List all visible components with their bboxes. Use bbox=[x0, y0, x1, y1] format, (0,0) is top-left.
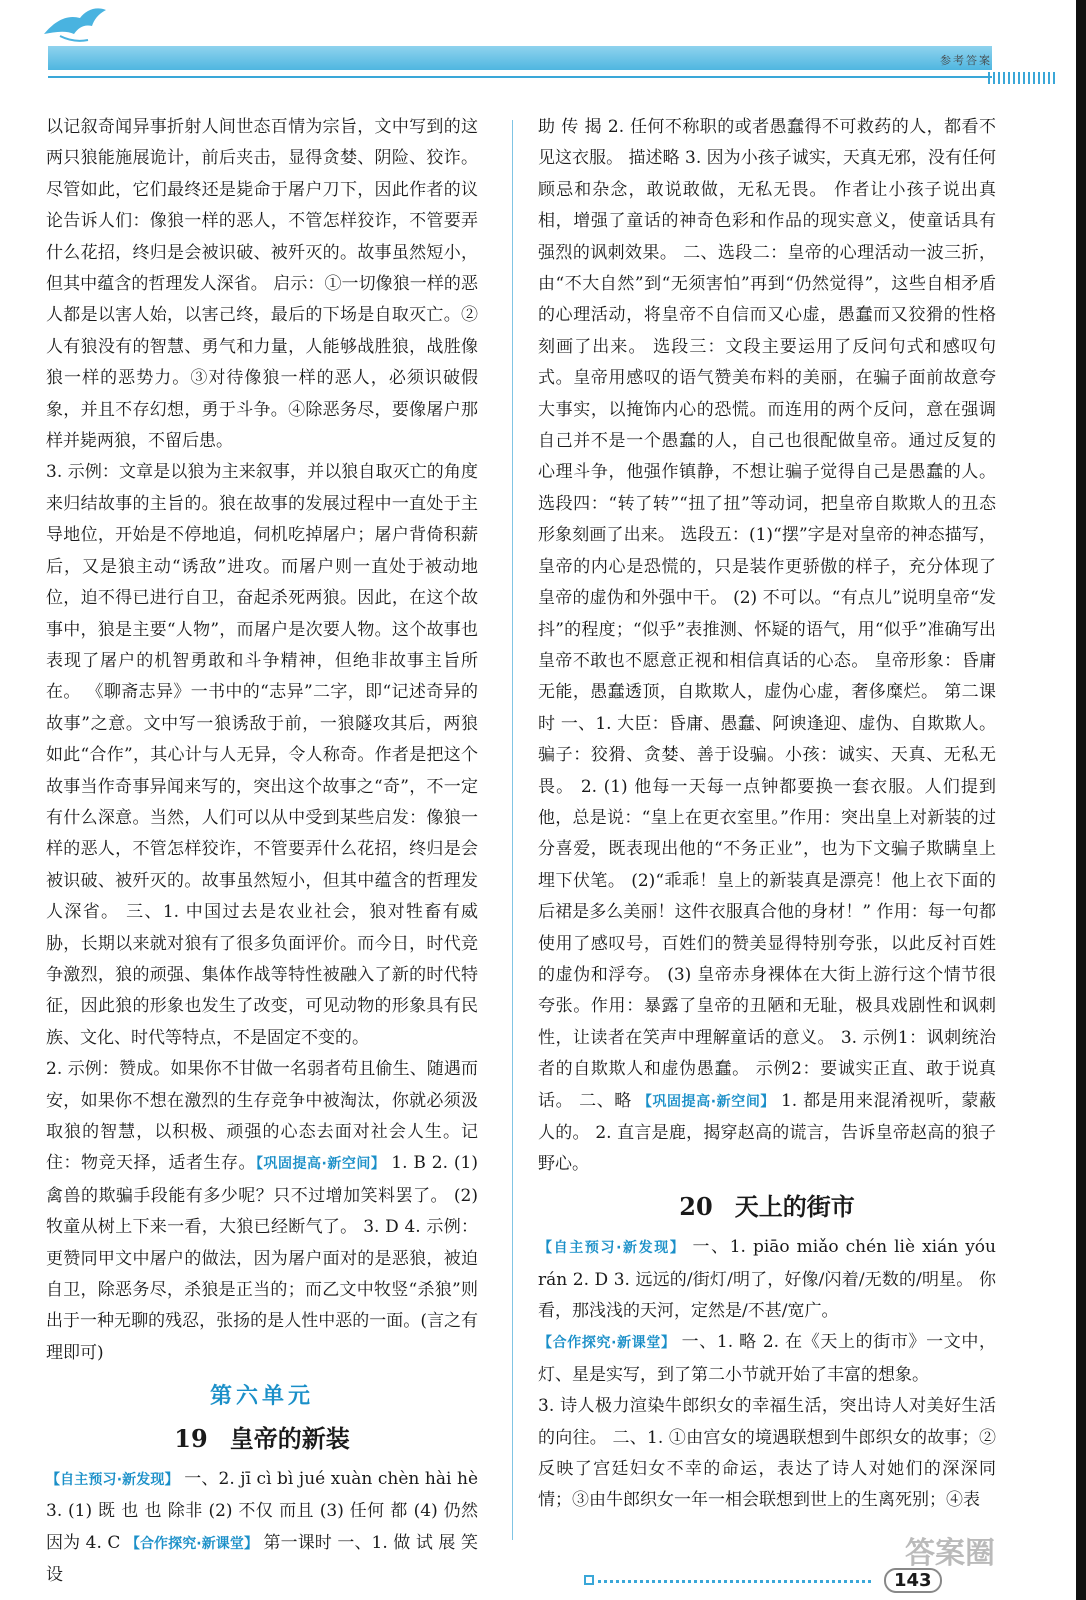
right-paragraph-1 bbox=[538, 112, 996, 1181]
left-paragraph-3 bbox=[46, 1054, 478, 1369]
left-paragraph-3-text: 2. 示例：赞成。如果你不甘做一名弱者苟且偷生、随遇而安，如果你不想在激烈的生存竞争中被淘汰，你就必须汲取狼的智慧，以积极、顽强的心态去面对社会人生。记住：物竞天择，适者生存。 bbox=[46, 1059, 478, 1174]
right-consolidate-tag: 【巩固提高·新空间】 bbox=[637, 1093, 775, 1110]
lesson-19-number: 19 bbox=[174, 1423, 208, 1453]
left-paragraph-1: 以记叙奇闻异事折射人间世态百情为宗旨，文中写到的这两只狼能施展诡计，前后夹击，显得贪婪、阴险、狡诈。尽管如此，它们最终还是毙命于屠户刀下，因此作者的议论告诉人们：像狼一样的恶人，不管怎样狡诈，不管要弄什么花招，终归是会被识破、被歼灭的。故事虽然短小，但其中蕴含的哲理发人深省。 启示：①一切像狼一样的恶人都是以害人始，以害己终，最后的下场是自取灭亡。②人有狼没有的智慧、勇气和力量，人能够战胜狼，战胜像狼一样的恶势力。③对待像狼一样的恶人，必须识破假象，并且不存幻想，勇于斗争。④除恶务尽，要像屠户那样并毙两狼，不留后患。 bbox=[46, 117, 478, 452]
bird-logo-icon bbox=[40, 4, 110, 48]
footer-square bbox=[584, 1575, 594, 1585]
column-divider bbox=[512, 120, 513, 1540]
lesson-20-explore bbox=[538, 1327, 996, 1391]
lesson-20-preview-text: 一、1. piāo miǎo chén liè xián yóu rán 2. D 3. 远远的/街灯/明了，好像/闪着/无数的/明星。 你看，那浅浅的天河，定然是/不甚/宽广。 bbox=[538, 1237, 996, 1322]
header-line bbox=[48, 76, 992, 78]
section-label: 参考答案 bbox=[940, 54, 992, 67]
preview-text: 一、2. jī cì bì jué xuàn chèn hài hè 3. (1) 既 也 也 除非 (2) 不仅 而且 (3) 任何 都 (4) 仍然 因为 4. C bbox=[46, 1469, 478, 1553]
explore-text: 第一课时 一、1. 做 试 展 笑 设 bbox=[46, 1532, 478, 1586]
watermark: 答案圈 bbox=[905, 1536, 995, 1571]
left-column bbox=[46, 112, 478, 1592]
lesson-20-title: 天上的街市 bbox=[734, 1191, 855, 1221]
page-edge bbox=[1076, 0, 1086, 1600]
lesson-20-explore-text: 一、1. 略 2. 在《天上的街市》一文中，灯、星是实写，到了第二小节就开始了丰富的想象。 bbox=[538, 1332, 996, 1385]
right-paragraph-1-text: 助 传 揭 2. 任何不称职的或者愚蠢得不可救药的人，都看不见这衣服。 描述略 3. 因为小孩子诚实，天真无邪，没有任何顾忌和杂念，敢说敢做，无私无畏。 作者让小孩子说出真相，增强了童话的神奇色彩和作品的现实意义，使童话具有强烈的讽刺效果。 二、选段二：皇帝的心理活动一波三折，由“不大自然”到“无须害怕”再到“仍然觉得”，这些自相矛盾的心理活动，将皇帝不自信而又心虚，愚蠢而又狡猾的性格刻画了出来。 选段三：文段主要运用了反问句式和感叹句式。皇帝用感叹的语气赞美布料的美丽，在骗子面前故意夸大事实，以掩饰内心的恐慌。而连用的两个反问，意在强调自己并不是一个愚蠢的人，自己也很配做皇帝。通过反复的心理斗争，他强作镇静，不想让骗子觉得自己是愚蠢的人。 选段四：“转了转”“扭了扭”等动词，把皇帝自欺欺人的丑态形象刻画了出来。 选段五：(1)“摆”字是对皇帝的神态描写，皇帝的内心是恐慌的，只是装作更骄傲的样子，充分体现了皇帝的虚伪和外强中干。 (2) 不可以。“有点儿”说明皇帝“发抖”的程度；“似乎”表推测、怀疑的语气，用“似乎”准确写出皇帝不敢也不愿意正视和相信真话的心态。 皇帝形象：昏庸无能，愚蠢透顶，自欺欺人，虚伪心虚，奢侈糜烂。 第二课时 一、1. 大臣：昏庸、愚蠢、阿谀逢迎、虚伪、自欺欺人。 骗子：狡猾、贪婪、善于设骗。小孩：诚实、天真、无私无畏。 2. (1) 他每一天每一点钟都要换一套衣服。人们提到他，总是说：“皇上在更衣室里。”作用：突出皇上对新装的过分喜爱，既表现出他的“不务正业”，也为下文骗子欺瞒皇上埋下伏笔。 (2)“乖乖！皇上的新装真是漂亮！他上衣下面的后裙是多么美丽！这件衣服真合他的身材！” 作用：每一句都使用了感叹号，百姓们的赞美显得特别夸张，以此反衬百姓的虚伪和浮夸。 (3) 皇帝赤身裸体在大街上游行这个情节很夸张。作用：暴露了皇帝的丑陋和无耻，极具戏剧性和讽刺性，让读者在笑声中理解童话的意义。 3. 示例1：讽刺统治者的自欺欺人和虚伪愚蠢。 示例2：要诚实正直、敢于说真话。 二、略 bbox=[538, 117, 996, 1111]
header-band bbox=[48, 46, 992, 70]
explore-tag: 【合作探究·新课堂】 bbox=[125, 1535, 259, 1552]
right-column bbox=[538, 112, 996, 1517]
right-consolidate-text: 1. 都是用来混淆视听，蒙蔽人的。 2. 直言是鹿，揭穿赵高的谎言，告诉皇帝赵高的狼子野心。 bbox=[538, 1090, 996, 1175]
footer-dots bbox=[598, 1580, 873, 1583]
lesson-19-body bbox=[46, 1464, 478, 1592]
consolidate-text: 1. B 2. (1) 禽兽的欺骗手段能有多少呢？只不过增加笑料罢了。 (2) 牧童从树上下来一看，大狼已经断气了。 3. D 4. 示例：更赞同甲文中屠户的做法，因为屠户面对的是恶狼，被迫自卫，除恶务尽，杀狼是正当的；而乙文中牧竖“杀狼”则出于一种无聊的残忍，张扬的是人性中恶的一面。(言之有理即可) bbox=[46, 1153, 478, 1363]
consolidate-tag: 【巩固提高·新空间】 bbox=[256, 1156, 386, 1173]
lesson-19-heading bbox=[46, 1423, 478, 1454]
lesson-20-number: 20 bbox=[679, 1191, 713, 1221]
preview-tag: 【自主预习·新发现】 bbox=[46, 1472, 179, 1489]
lesson-20-preview-tag: 【自主预习·新发现】 bbox=[538, 1240, 686, 1257]
lesson-20-heading bbox=[538, 1191, 996, 1222]
unit-title: 第六单元 bbox=[209, 1384, 314, 1410]
page-number: 143 bbox=[884, 1568, 942, 1593]
lesson-19-title: 皇帝的新装 bbox=[229, 1423, 350, 1453]
lesson-20-body bbox=[538, 1232, 996, 1327]
lesson-20-explore-tag: 【合作探究·新课堂】 bbox=[538, 1335, 676, 1352]
left-paragraph-2: 3. 示例：文章是以狼为主来叙事，并以狼自取灭亡的角度来归结故事的主旨的。狼在故事的发展过程中一直处于主导地位，开始是不停地追，伺机吃掉屠户；屠户背倚积薪后，又是狼主动“诱敌”进攻。而屠户则一直处于被动地位，迫不得已进行自卫，奋起杀死两狼。因此，在这个故事中，狼是主要“人物”，而屠户是次要人物。这个故事也表现了屠户的机智勇敢和斗争精神，但绝非故事主旨所在。 《聊斋志异》一书中的“志异”二字，即“记述奇异的故事”之意。文中写一狼诱敌于前，一狼隧攻其后，两狼如此“合作”，其心计与人无异，令人称奇。作者是把这个故事当作奇事异闻来写的，突出这个故事之“奇”，不一定有什么深意。当然，人们可以从中受到某些启发：像狼一样的恶人，不管怎样狡诈，不管要弄什么花招，终归是会被识破、被歼灭的。故事虽然短小，但其中蕴含的哲理发人深省。 三、1. 中国过去是农业社会，狼对牲畜有威胁，长期以来就对狼有了很多负面评价。而今日，时代竞争激烈，狼的顽强、集体作战等特性被融入了新的时代特征，因此狼的形象也发生了改变，可见动物的形象具有民族、文化、时代等特点，不是固定不变的。 bbox=[46, 462, 478, 1048]
lesson-20-paragraph-2: 3. 诗人极力渲染牛郎织女的幸福生活，突出诗人对美好生活的向往。 二、1. ①由宫女的境遇联想到牛郎织女的故事；②反映了宫廷妇女不幸的命运，表达了诗人对她们的深深同情；③由牛郎织女一年一相会联想到世上的生离死别；④表 bbox=[538, 1396, 996, 1511]
header-ticks bbox=[988, 72, 1058, 84]
